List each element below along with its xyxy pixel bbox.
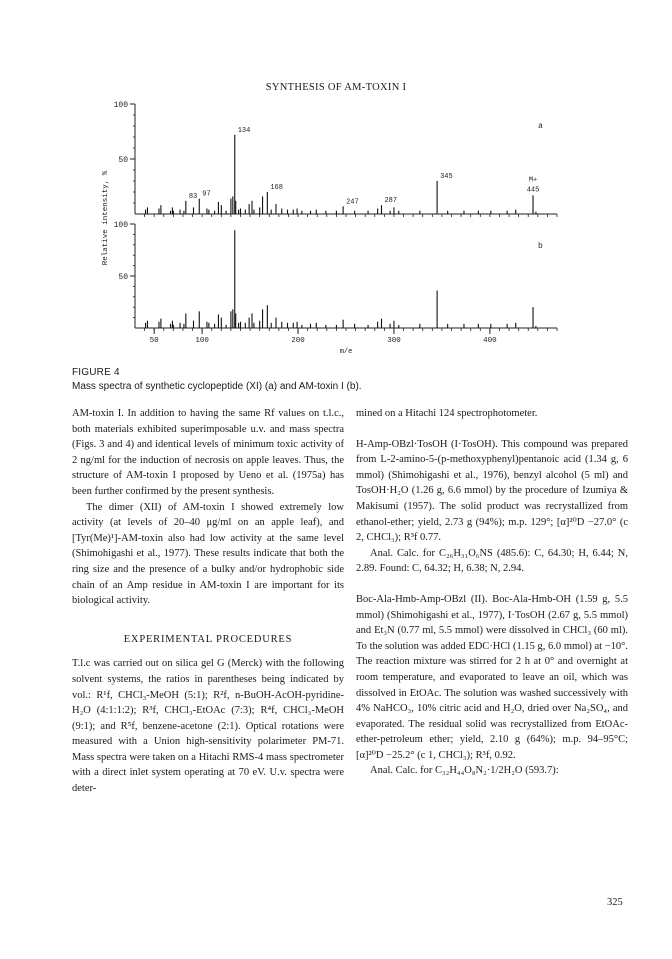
compound-paragraph: H-Amp-OBzl·TosOH (I·TosOH). This compound was prepared from L-2-amino-5-(p-methoxyphenyl)pentanoic acid (1.34 g, 6 mmol) (Shimohigashi et al., 1976), benzyl alcohol (5 ml) and TosOH·H₂O (1.26 g, 6.6 mmol) by the procedure of Izumiya & Makisumi (1957). The solid product was recrystallized from ethanol-ether; yield, 2.73 g (94%); m.p. 129°; [α]²⁰D −27.0° (c 2, CHCl₃); R³f 0.77. [356, 438, 628, 544]
right-column [356, 406, 628, 779]
peak-label: 83 [188, 192, 198, 201]
x-tick-label: 300 [387, 337, 401, 345]
panel-label: a [538, 122, 543, 131]
y-tick-label: 50 [118, 156, 128, 165]
x-tick-label: 100 [195, 337, 209, 345]
body-paragraph: AM-toxin I. In addition to having the same Rf values on t.l.c., both materials exhibited superimposable u.v. and mass spectra (Figs. 3 and 4) and identical levels of minimum toxic activity of 2 ng/ml for the induction of necrosis on apple leaves. Thus, the structure of AM-toxin I proposed by Ueno et al. (1975a) has been further confirmed by the present synthesis. [72, 408, 344, 497]
section-heading: EXPERIMENTAL PROCEDURES [123, 633, 293, 645]
x-tick-label: 200 [291, 337, 305, 345]
figure-caption [72, 366, 362, 394]
peak-label: 134 [237, 126, 251, 135]
body-paragraph: The dimer (XII) of AM-toxin I showed extremely low activity (at levels of 20–40 μg/ml on an apple leaf), and [Tyr(Me)¹]-AM-toxin also had low activity at the same level (Shimohigashi et al., 1977). These results indicate that both the ring size and the presence of a bulky and/or hydrophobic side chain of an Amp residue in AM-toxin I are important for its biological activity. [72, 501, 344, 607]
page-number: 325 [607, 897, 623, 908]
peak-label: 287 [384, 197, 398, 206]
y-axis-label: Relative intensity, % [102, 170, 110, 266]
body-paragraph: mined on a Hitachi 124 spectrophotometer. [356, 408, 538, 419]
left-column [72, 406, 344, 797]
peak-label: 168 [270, 184, 283, 192]
x-tick-label: 50 [149, 337, 159, 345]
peak-label: M+ [528, 176, 538, 185]
y-tick-label: 50 [118, 273, 128, 282]
peak-label: 345 [440, 173, 453, 181]
y-tick-label: 100 [113, 221, 128, 230]
y-tick-label: 100 [113, 101, 128, 110]
panel-label: b [538, 242, 543, 251]
analysis-paragraph: Anal. Calc. for C₂₆H₃₁O₆NS (485.6): C, 64.30; H, 6.44; N, 2.89. Found: C, 64.32; H, 6.38; N, 2.94. [356, 547, 628, 575]
peak-label: 97 [202, 190, 211, 199]
compound-paragraph: Boc-Ala-Hmb-Amp-OBzl (II). Boc-Ala-Hmb-OH (1.59 g, 5.5 mmol) (Shimohigashi et al., 1977), I·TosOH (2.67 g, 5.5 mmol) and Et₃N (0.77 ml, 5.5 mmol) were dissolved in CHCl₃ (60 ml). To the solution was added EDC·HCl (1.15 g, 6.0 mmol) at −10°. The reaction mixture was stirred for 2 h at 0° and overnight at room temperature, and evaporated to leave an oil, which was dissolved in EtOAc. The solution was washed successively with 4% NaHCO₃, 10% citric acid and H₂O, dried over Na₂SO₄, and evaporated. The residual solid was recrystallized from EtOAc-ether-petroleum ether; yield, 2.10 g (64%); m.p. 94–95°C; [α]²⁰D −25.2° (c 1, CHCl₃); R³f, 0.92. [356, 593, 628, 761]
peak-label: 247 [346, 198, 359, 207]
peak-label: 445 [526, 186, 540, 195]
body-paragraph: T.l.c was carried out on silica gel G (Merck) with the following solvent systems, the ratios in parentheses being indicated by vol.: R¹f, CHCl₃-MeOH (5:1); R²f, n-BuOH-AcOH-pyridine-H₂O (4:1:1:2); R³f, CHCl₃-EtOAc (7:3); R⁴f, CHCl₃-MeOH (9:1); and R⁵f, benzene-acetone (2:1). Optical rotations were measured with a Union high-sensitivity polarimeter PM-71. Mass spectra were taken on a Hitachi RMS-4 mass spectrometer with a direct inlet system operating at 70 eV. U.v. spectra were deter- [72, 658, 344, 795]
figure-caption-text: Mass spectra of synthetic cyclopeptide (XI) (a) and AM-toxin I (b). [72, 381, 362, 392]
x-tick-label: 400 [483, 337, 497, 345]
running-head: SYNTHESIS OF AM-TOXIN I [265, 82, 407, 93]
x-axis-label: m/e [339, 348, 353, 356]
figure-label: FIGURE 4 [72, 367, 120, 378]
analysis-paragraph: Anal. Calc. for C₃₂H₄₄O₈N₂·1/2H₂O (593.7): [370, 765, 559, 777]
mass-spectra-figure [0, 0, 672, 380]
